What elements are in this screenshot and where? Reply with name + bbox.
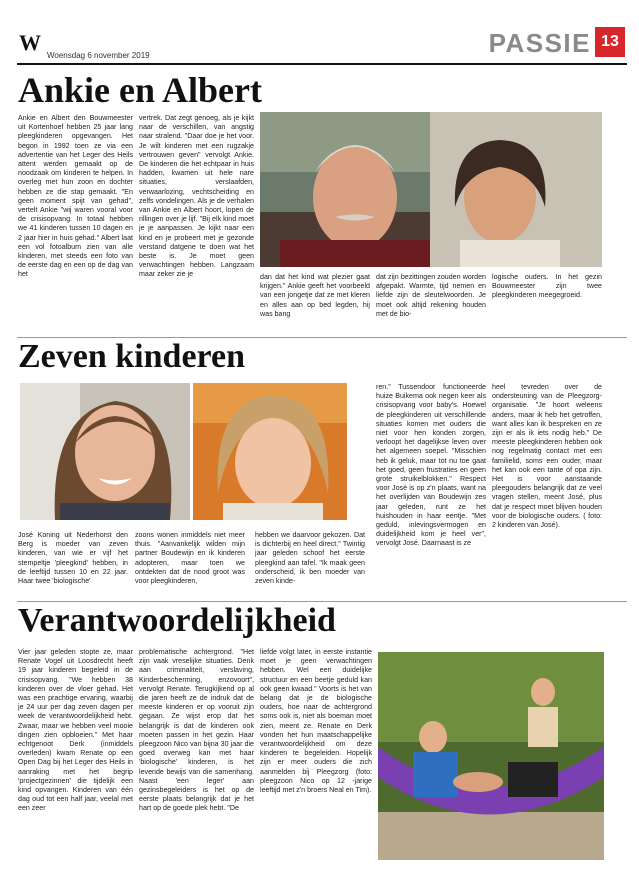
article-column: heel tevreden over de ondersteuning van de Pleegzorg-organisatie. "Je hoort weleens anders, maar ik heb het getroffen, want alles kan ik bespreken en ze zijn er als ik iets nodig heb." De meeste pleegkinderen hebben ook nog regelmatig contact met een familielid, soms een ouder, maar het kan ook een tante of opa zijn. Het is voor aanstaande pleegouders belangrijk dat ze veel vragen stellen, meent José, plus dat je respect moet blijven houden voor de biologische ouders. ( foto: 2 kinderen van José). — [492, 383, 602, 530]
article-column: Vier jaar geleden stopte ze, maar Renate Vogel uit Loosdrecht heeft 19 jaar kinderen begeleid in de crisisopvang. "We hebben 38 kinderen over de vloer gehad. Het was een prachtige ervaring, waarbij je 24 uur per dag zeven dagen per week de verantwoordelijkheid hebt. Zwaar, maar we hebben veel mooie dingen zien opbloeien." Met haar echtgenoot Derk (inmiddels overleden) kwam Renate op een Open Dag bij het Leger des Heils in aanraking met het begrip 'projectgezinnen' die tijdelijk een kind opvangen. Kinderen van één dag oud tot een half jaar, veelal met een zeer — [18, 648, 133, 813]
photo-child-one — [20, 383, 190, 520]
section-name: PASSIE — [488, 28, 591, 58]
article-column: dat zijn bezittingen zouden worden afgepakt. Warmte, tijd nemen en liefde zijn de sleutelwoorden. Je moet ook altijd rekening houden met de bio- — [376, 273, 486, 318]
photo-child-two — [193, 383, 347, 520]
newspaper-logo: W — [19, 30, 41, 55]
article-column: zoons wonen inmiddels niet meer thuis. "Aanvankelijk wilden mijn partner Boudewijn en ik kinderen adopteren, maar toen we ontdekten dat de nood groot was voor pleegkinderen, — [135, 531, 245, 586]
article-headline: Verantwoordelijkheid — [18, 602, 336, 639]
page-number-badge: 13 — [595, 27, 625, 57]
article-column: logische ouders. In het gezin Bouwmeester zijn twee pleegkinderen meegegroeid. — [492, 273, 602, 300]
article-column: problematische achtergrond. "Het zijn vaak vreselijke situaties. Denk aan criminaliteit, verslaving, Kinderbescherming, enzovoort", vervolgt Renate. Terugkijkend op al die jaren heeft ze de indruk dat de meeste kinderen er op vooruit zijn gegaan. Ze wijst erop dat het belangrijk is dat de kinderen ook moeten passen in het gezin. Haar pleegzoon Nico van bijna 30 jaar die goed overweg kan met haar 'biologische' kinderen, is het levende bewijs van die samenhang. Naast 'een leger' aan gezinsbegeleiders is het op de eerste plaats belangrijk dat je het hart op de goede plek hebt. "De — [139, 648, 254, 813]
photo-boys-in-hammock — [378, 652, 604, 860]
masthead-rule — [17, 63, 627, 65]
article-column: vertrek. Dat zegt genoeg, als je kijkt naar de verschillen, van angstig naar stralend. "Daar doe je het voor. Je wilt kinderen met een rugzakje vertrouwen geven" vervolgt Ankie. De kinderen die het echtpaar in huis hadden, kwamen uit hele nare situaties, verslaafden, verwaarlozing, vechtscheiding en zelfs vondelingen. Als je de verhalen van Ankie en Albert hoort, lopen de rillingen over je lijf. "Bij elk kind moet je je aanpassen. Je kijkt naar een kind en je probeert met je gezonde verstand datgene te doen wat het beste is. Je moet geen verwachtingen hebben. Langzaam maar zeker zie je — [139, 114, 254, 279]
issue-date: Woensdag 6 november 2019 — [47, 51, 150, 60]
article-column: hebben we daarvoor gekozen. Dat is dichterbij en heel direct." Twintig jaar geleden schoof het eerste pleegkind aan tafel. "Ik maak geen onderscheid, ik ben moeder van zeven kinde- — [255, 531, 365, 586]
photo-ankie-and-albert — [260, 112, 602, 267]
article-column: José Koning uit Nederhorst den Berg is moeder van zeven kinderen, van wie er vijf het stempeltje 'pleegkind' hebben, in de leeftijd tussen 10 en 22 jaar. Haar twee 'biologische' — [18, 531, 128, 586]
article-headline: Zeven kinderen — [18, 338, 246, 375]
article-headline: Ankie en Albert — [18, 70, 263, 110]
article-column: Ankie en Albert den Bouwmeester uit Kortenhoef hebben 25 jaar lang pleegkinderen opgevangen. Het begon in 1992 toen ze via een advertentie van het Leger des Heils attent werden gemaakt op de noodzaak om kinderen te helpen. In overleg met hun zoon en dochter hebben ze die stap gemaakt. "En geen moment spijt van gehad", vertelt Ankie "wij waren vooral voor de crisisopvang. In totaal hebben we 41 kinderen tussen 10 dagen en 2 jaar hier in huis gehad." Albert laat een vol fotoalbum zien van alle kinderen, met steeds een foto van de eerste dag en een op de dag van het — [18, 114, 133, 279]
article-column: liefde volgt later, in eerste instantie moet je geen verwachtingen hebben. Wel een duidelijke structuur en een beetje geduld kan ook geen kwaad." Voorts is het van belang dat je de biologische ouders, hoe naar de achtergrond soms ook is, niet als boeman moet zien, meent ze. Renate en Derk vonden het hun maatschappelijke verantwoordelijkheid om deze kinderen te begeleiden. Hopelijk zijn er meer ouders die zich aanmelden bij Pleegzorg (foto: pleegzoon Nico op 12 -jarige leeftijd met z'n broers Neal en Tim). — [260, 648, 372, 795]
article-column: dan dat het kind wat plezier gaat krijgen." Ankie geeft het voorbeeld van een jongetje dat ze met kleren en alles aan op bed legden, hij was bang — [260, 273, 370, 318]
masthead — [17, 24, 627, 64]
article-column: ren." Tussendoor functioneerde huize Buikema ook negen keer als crisisopvang voor baby's. Hoewel de pleegkinderen uit verschillende situaties komen met ouders die niet voor hen konden zorgen, verloopt het dagelijkse leven over het algemeen soepel. "Misschien heb ik geluk, maar tot nu toe gaat het goed, geen frustraties en geen grote struikelblokken." Respect voor José is op z'n plaats, want na het overlijden van Boudewijn zes jaar geleden, runt ze het huishouden in haar eentje. "Met geduld, inlevingsvermogen en duidelijkheid kom je heel ver", vervolgt José. Daarnaast is ze — [376, 383, 486, 548]
